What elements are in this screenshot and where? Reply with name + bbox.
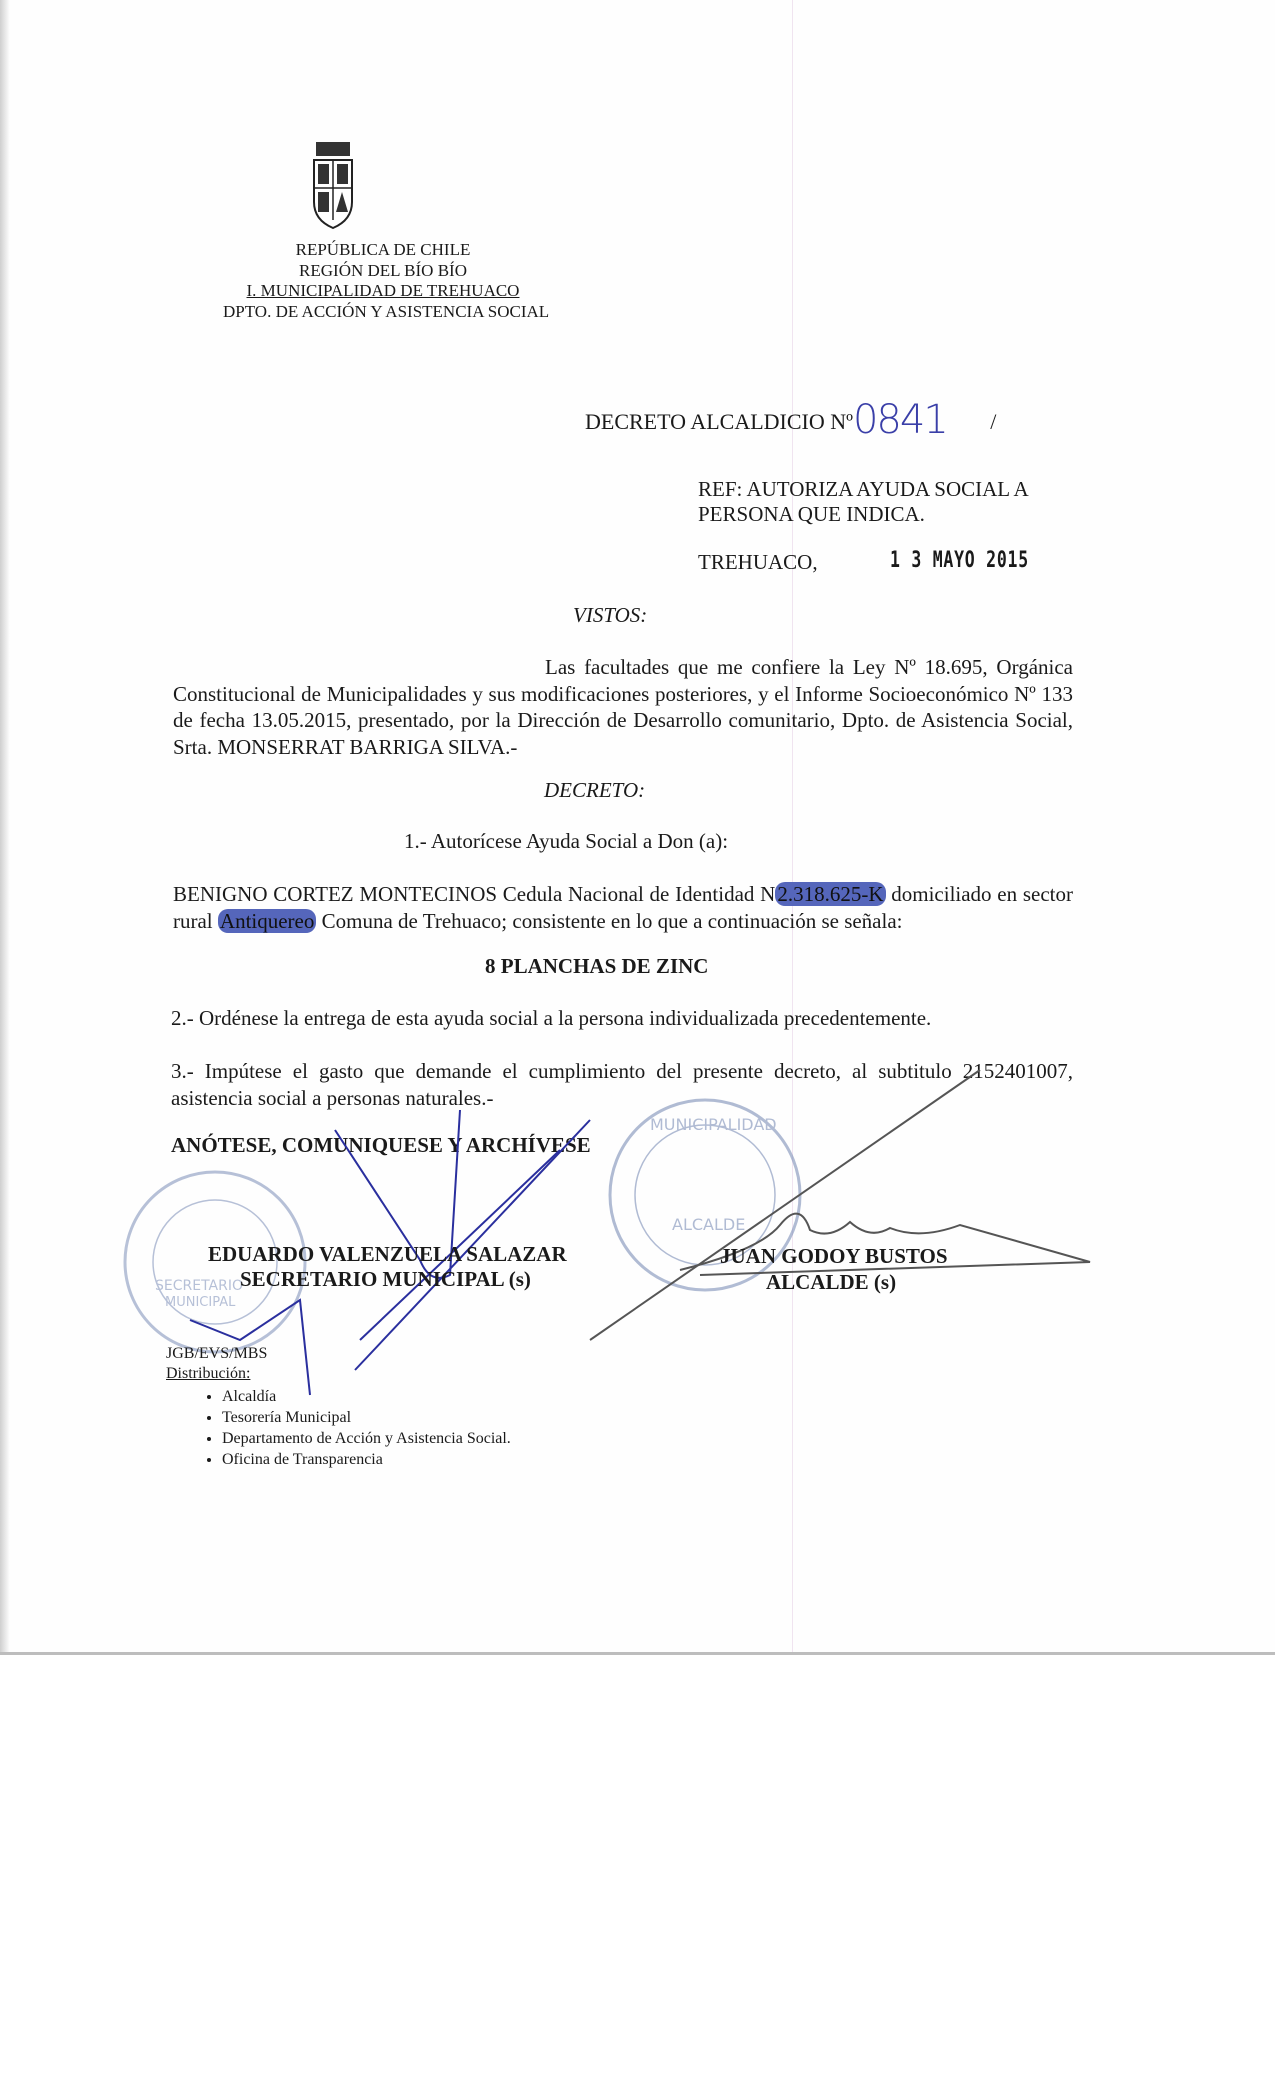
list-item: • Departamento de Acción y Asistencia Social. [222,1428,511,1449]
header-region: REGIÓN DEL BÍO BÍO [299,260,467,280]
header-block [223,240,550,322]
scan-edge [0,0,10,1652]
header-country: REPÚBLICA DE CHILE [295,240,471,259]
secretary-title: SECRETARIO MUNICIPAL (s) [240,1267,531,1291]
vistos-text: Las facultades que me confiere la Ley Nº 18.695, Orgánica Constitucional de Municipalidades y sus modificaciones posteriores, y el Informe Socioeconómico Nº 133 de fecha 13.05.2015, presentado, por la Dirección de Desarrollo comunitario, Dpto. de Asistencia Social, Srta. MONSERRAT BARRIGA SILVA.- [173,655,1073,759]
svg-text:SECRETARIO: SECRETARIO [155,1278,243,1294]
place: TREHUACO, [698,550,818,574]
vistos-heading: VISTOS: [573,603,648,627]
closing-formula: ANÓTESE, COMUNIQUESE Y ARCHÍVESE [171,1133,591,1157]
redacted-rut: 2.318.625-K [777,882,884,906]
header-department: DPTO. DE ACCIÓN Y ASISTENCIA SOCIAL [223,301,550,321]
item-3: 3.- Impútese el gasto que demande el cumplimiento del presente decreto, al subtitulo 2152401007, asistencia social a personas naturales.- [171,1059,1073,1110]
list-item: • Tesorería Municipal [222,1407,511,1428]
municipal-crest-icon [308,140,358,230]
initials: JGB/EVS/MBS [166,1345,268,1362]
distribution-list [208,1386,511,1470]
distribution-label: Distribución: [166,1365,251,1382]
fold-line [792,0,793,1652]
item-2: 2.- Ordénese la entrega de esta ayuda social a la persona individualizada precedentemente. [171,1006,932,1030]
items-granted: 8 PLANCHAS DE ZINC [485,954,709,978]
svg-text:ALCALDE: ALCALDE [672,1215,746,1234]
decree-slash: / [990,409,997,434]
header-municipality: I. MUNICIPALIDAD DE TREHUACO [246,281,520,300]
handwritten-number: 0841 [852,397,947,443]
mayor-title: ALCALDE (s) [766,1270,897,1294]
secretary-name: EDUARDO VALENZUELA SALAZAR [208,1242,567,1266]
svg-text:MUNICIPALIDAD: MUNICIPALIDAD [650,1115,777,1134]
decree-title: DECRETO ALCALDICIO Nº0841 / [585,397,997,443]
date-stamp: 1 3 MAYO 2015 [890,548,1029,573]
mayor-name: JUAN GODOY BUSTOS [720,1244,948,1268]
beneficiary-paragraph: BENIGNO CORTEZ MONTECINOS Cedula Nacional de Identidad N2.318.625-K domiciliado en sector rural Antiquereo Comuna de Trehuaco; consistente en lo que a continuación se señala: [173,882,1073,933]
list-item: • Alcaldía [222,1386,511,1407]
reference: REF: AUTORIZA AYUDA SOCIAL A PERSONA QUE INDICA. [698,477,1029,526]
list-item: • Oficina de Transparencia [222,1449,511,1470]
item-1: 1.- Autorícese Ayuda Social a Don (a): [404,829,729,853]
secretary-block [208,1242,567,1292]
decreto-heading: DECRETO: [544,778,646,802]
redacted-sector: Antiquereo [219,908,315,933]
svg-text:MUNICIPAL: MUNICIPAL [165,1295,236,1310]
